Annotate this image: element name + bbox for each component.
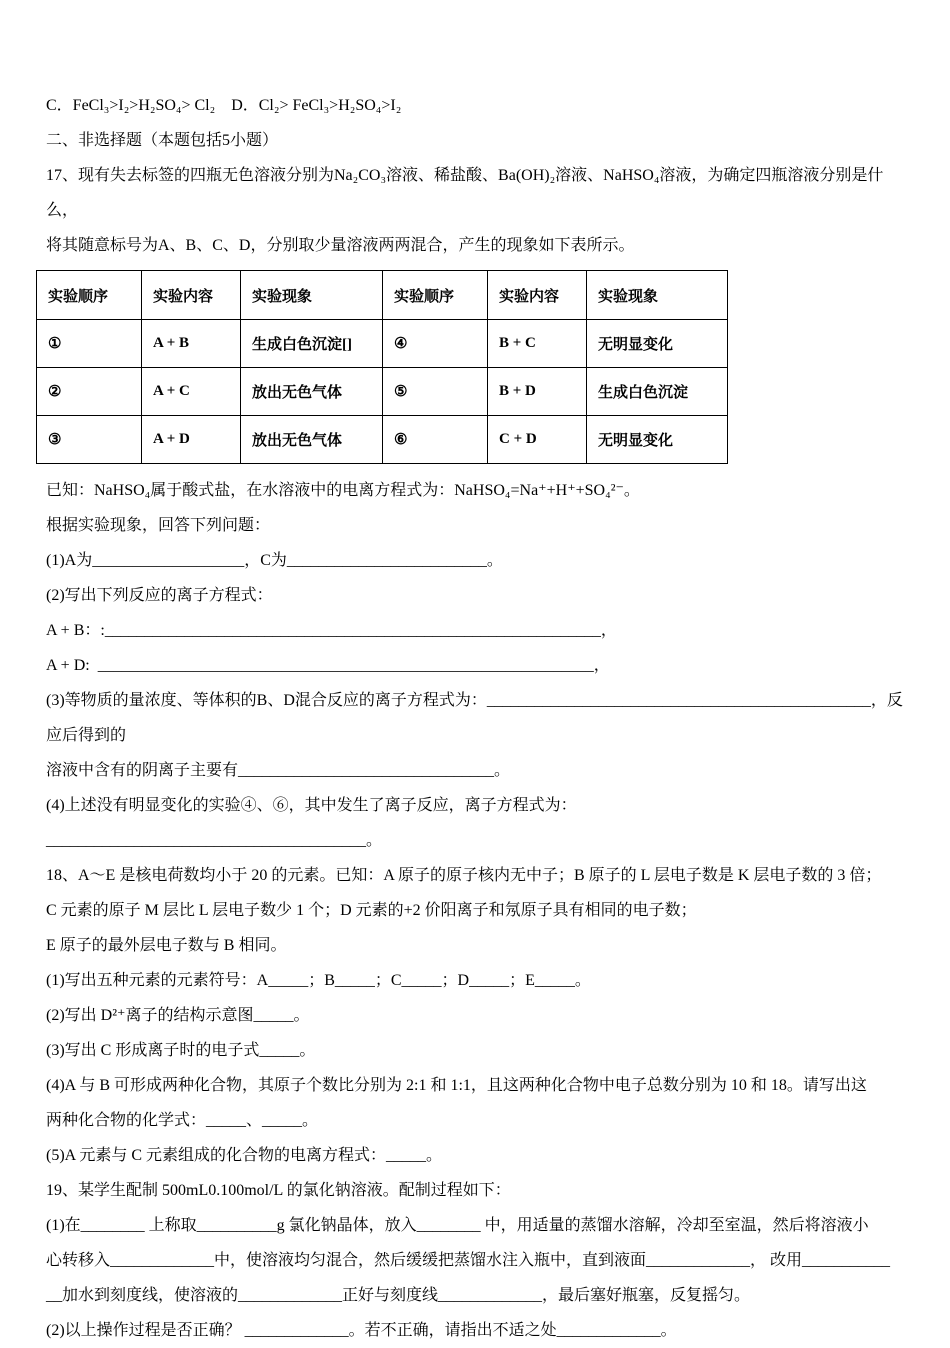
q17-known-line: 已知：NaHSO₄属于酸式盐，在水溶液中的电离方程式为：NaHSO₄=Na⁺+H⁺+SO₄²⁻。: [46, 482, 640, 499]
q18-part4-line1: (4)A 与 B 可形成两种化合物，其原子个数比分别为 2:1 和 1:1，且这两种化合物中电子总数分别为 10 和 18。请写出这: [46, 1077, 867, 1094]
q17-prompt-line: 根据实验现象，回答下列问题：: [46, 517, 271, 534]
table-cell: A + B: [142, 320, 241, 368]
q18-intro-line2: C 元素的原子 M 层比 L 层电子数少 1 个；D 元素的+2 价阳离子和氖原子具有相同的电子数；: [46, 902, 697, 919]
table-row: [37, 368, 728, 416]
q19-part1-line2: 心转移入_____________中，使溶液均匀混合，然后缓缓把蒸馏水注入瓶中，直到液面_____________， 改用___________: [46, 1252, 891, 1269]
q18-intro-line3: E 原子的最外层电子数与 B 相同。: [46, 937, 287, 954]
q18-part1-line: (1)写出五种元素的元素符号：A_____；B_____；C_____；D_____；E_____。: [46, 972, 591, 989]
q18-intro-line1: 18、A～E 是核电荷数均小于 20 的元素。已知：A 原子的原子核内无中子；B 原子的 L 层电子数是 K 层电子数的 3 倍；: [46, 867, 882, 884]
table-cell: ⑥: [383, 416, 488, 464]
q18-part2-line: (2)写出 D²⁺离子的结构示意图_____。: [46, 1007, 310, 1024]
table-cell: 生成白色沉淀[]: [241, 320, 383, 368]
table-row: [37, 320, 728, 368]
q18-part5-line: (5)A 元素与 C 元素组成的化合物的电离方程式：_____。: [46, 1147, 443, 1164]
table-cell: A + D: [142, 416, 241, 464]
q17-part4-line: (4)上述没有明显变化的实验④、⑥，其中发生了离子反应，离子方程式为：________________________________________。: [46, 797, 577, 849]
section-header: 二、非选择题（本题包括5小题）: [46, 132, 279, 149]
options-cd-line: C．FeCl₃>I₂>H₂SO₄> Cl₂ D．Cl₂> FeCl₃>H₂SO₄>I₂: [46, 97, 402, 114]
q17-equation-ab-blank-line: A + B：:______________________________________________________________，: [46, 622, 617, 639]
table-cell: 生成白色沉淀: [587, 368, 728, 416]
q17-intro-line1: 17、现有失去标签的四瓶无色溶液分别为Na₂CO₃溶液、稀盐酸、Ba(OH)₂溶液、NaHSO₄溶液，为确定四瓶溶液分别是什么，: [46, 167, 884, 219]
q17-part1-blank-line: (1)A为___________________，C为_________________________。: [46, 552, 503, 569]
table-header-cell: 实验内容: [142, 271, 241, 320]
table-cell: ②: [37, 368, 142, 416]
q18-part4-line2: 两种化合物的化学式：_____、_____。: [46, 1112, 319, 1129]
table-cell: ④: [383, 320, 488, 368]
q17-part2-line: (2)写出下列反应的离子方程式：: [46, 587, 273, 604]
table-header-cell: 实验内容: [488, 271, 587, 320]
q17-part3-line: (3)等物质的量浓度、等体积的B、D混合反应的离子方程式为：________________________________________________，反应后得到的: [46, 692, 903, 744]
q17-intro-line2: 将其随意标号为A、B、C、D，分别取少量溶液两两混合，产生的现象如下表所示。: [46, 237, 635, 254]
table-cell: 无明显变化: [587, 320, 728, 368]
q17-experiment-table: [36, 270, 728, 464]
table-header-cell: 实验现象: [241, 271, 383, 320]
q19-part1-line3: __加水到刻度线，使溶液的_____________正好与刻度线_____________，最后塞好瓶塞，反复摇匀。: [46, 1287, 751, 1304]
table-cell: B + C: [488, 320, 587, 368]
q19-part1-line1: (1)在________ 上称取__________g 氯化钠晶体，放入________ 中，用适量的蒸馏水溶解，冷却至室温，然后将溶液小: [46, 1217, 869, 1234]
table-cell: C + D: [488, 416, 587, 464]
q19-part2-line: (2)以上操作过程是否正确？ _____________。若不正确，请指出不适之处_____________。: [46, 1322, 677, 1339]
table-cell: ③: [37, 416, 142, 464]
table-header-row: [37, 271, 728, 320]
q19-intro-line: 19、某学生配制 500mL0.100mol/L 的氯化钠溶液。配制过程如下：: [46, 1182, 511, 1199]
table-row: [37, 416, 728, 464]
table-header-cell: 实验顺序: [37, 271, 142, 320]
q18-part3-line: (3)写出 C 形成离子时的电子式_____。: [46, 1042, 316, 1059]
table-cell: A + C: [142, 368, 241, 416]
q17-equation-ad-blank-line: A + D: ______________________________________________________________，: [46, 657, 610, 674]
q17-part3-cont-line: 溶液中含有的阴离子主要有________________________________。: [46, 762, 511, 779]
table-header-cell: 实验现象: [587, 271, 728, 320]
table-cell: ⑤: [383, 368, 488, 416]
table-cell: ①: [37, 320, 142, 368]
table-header-cell: 实验顺序: [383, 271, 488, 320]
table-cell: 无明显变化: [587, 416, 728, 464]
table-cell: B + D: [488, 368, 587, 416]
table-cell: 放出无色气体: [241, 416, 383, 464]
table-cell: 放出无色气体: [241, 368, 383, 416]
